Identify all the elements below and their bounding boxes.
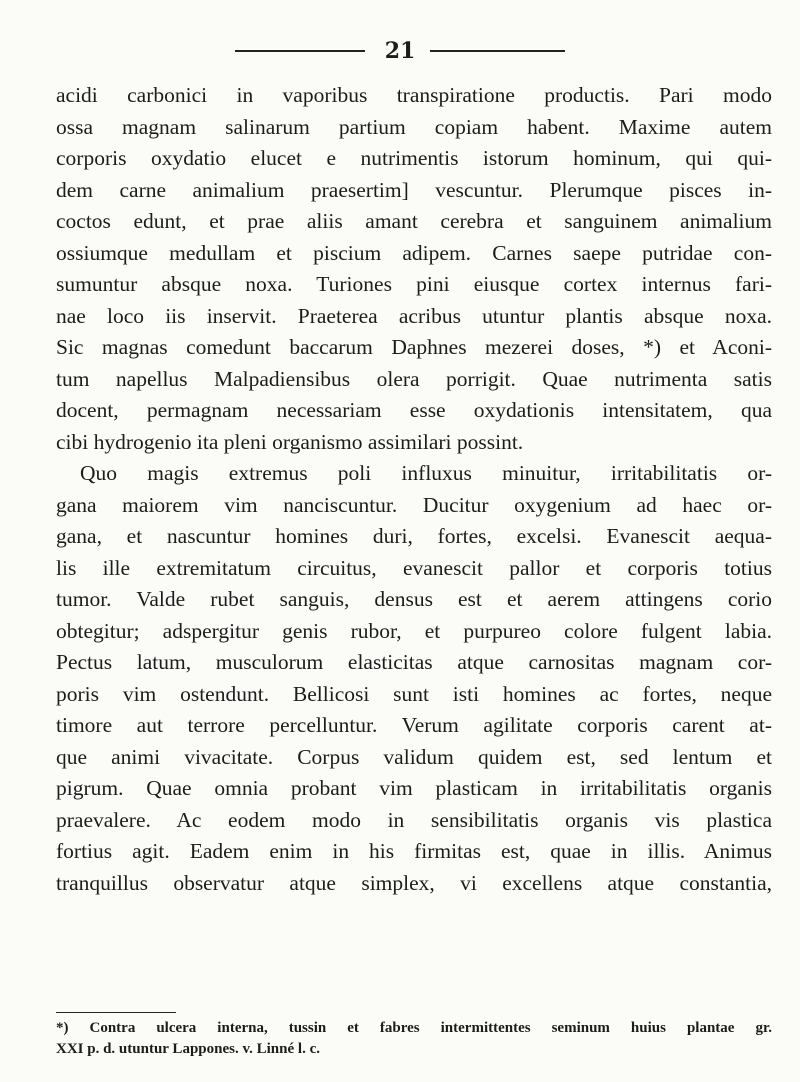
page-number: 21 xyxy=(384,38,416,64)
body-line: ossiumque medullam et piscium adipem. Carnes saepe putridae con- xyxy=(56,240,772,265)
header-rule-left xyxy=(235,50,365,52)
body-line: obtegitur; adspergitur genis rubor, et purpureo colore fulgent labia. xyxy=(56,618,772,643)
footnotes xyxy=(56,1018,772,1060)
body-line: corporis oxydatio elucet e nutrimentis istorum hominum, qui qui- xyxy=(56,146,772,170)
body-line: tranquillus observatur atque simplex, vi excellens atque constantia, xyxy=(56,870,772,895)
body-line: Pectus latum, musculorum elasticitas atque carnositas magnam cor- xyxy=(56,650,772,674)
body-line: poris vim ostendunt. Bellicosi sunt isti homines ac fortes, neque xyxy=(56,681,772,706)
body-line: acidi carbonici in vaporibus transpiratione productis. Pari modo xyxy=(56,83,772,107)
body-line: lis ille extremitatum circuitus, evanescit pallor et corporis totius xyxy=(56,555,772,580)
body-line: sumuntur absque noxa. Turiones pini eiusque cortex internus fari- xyxy=(56,272,772,296)
body-line: Quo magis extremus poli influxus minuitur, irritabilitatis or- xyxy=(80,461,772,485)
body-line: gana, et nascuntur homines duri, fortes, excelsi. Evanescit aequa- xyxy=(56,524,772,548)
body-line: coctos edunt, et prae aliis amant cerebra et sanguinem animalium xyxy=(56,209,772,233)
body-line: que animi vivacitate. Corpus validum quidem est, sed lentum et xyxy=(56,744,772,769)
footnote-rule xyxy=(56,1012,176,1013)
body-line: dem carne animalium praesertim] vescuntur. Plerumque pisces in- xyxy=(56,177,772,202)
footnote-line: *) Contra ulcera interna, tussin et fabres intermittentes seminum huius plantae gr. xyxy=(56,1020,772,1036)
body-line: Sic magnas comedunt baccarum Daphnes mezerei doses, *) et Aconi- xyxy=(56,335,772,359)
body-line: cibi hydrogenio ita pleni organismo assimilari possint. xyxy=(56,429,524,454)
body-line: tum napellus Malpadiensibus olera porrigit. Quae nutrimenta satis xyxy=(56,366,772,391)
body-line: tumor. Valde rubet sanguis, densus est et aerem attingens corio xyxy=(56,587,772,611)
body-line: ossa magnam salinarum partium copiam habent. Maxime autem xyxy=(56,114,772,139)
body-line: nae loco iis inservit. Praeterea acribus utuntur plantis absque noxa. xyxy=(56,303,772,328)
body-line: praevalere. Ac eodem modo in sensibilitatis organis vis plastica xyxy=(56,807,772,832)
body-line: gana maiorem vim nanciscuntur. Ducitur oxygenium ad haec or- xyxy=(56,492,772,517)
body-line: docent, permagnam necessariam esse oxydationis intensitatem, qua xyxy=(56,398,772,422)
footnote-line: XXI p. d. utuntur Lappones. v. Linné l. c. xyxy=(56,1041,320,1057)
body-text xyxy=(56,80,772,899)
header-rule-right xyxy=(430,50,565,52)
page-header xyxy=(235,36,565,66)
body-line: fortius agit. Eadem enim in his firmitas est, quae in illis. Animus xyxy=(56,839,772,863)
body-line: pigrum. Quae omnia probant vim plasticam in irritabilitatis organis xyxy=(56,776,772,800)
body-line: timore aut terrore percelluntur. Verum agilitate corporis carent at- xyxy=(56,713,772,737)
